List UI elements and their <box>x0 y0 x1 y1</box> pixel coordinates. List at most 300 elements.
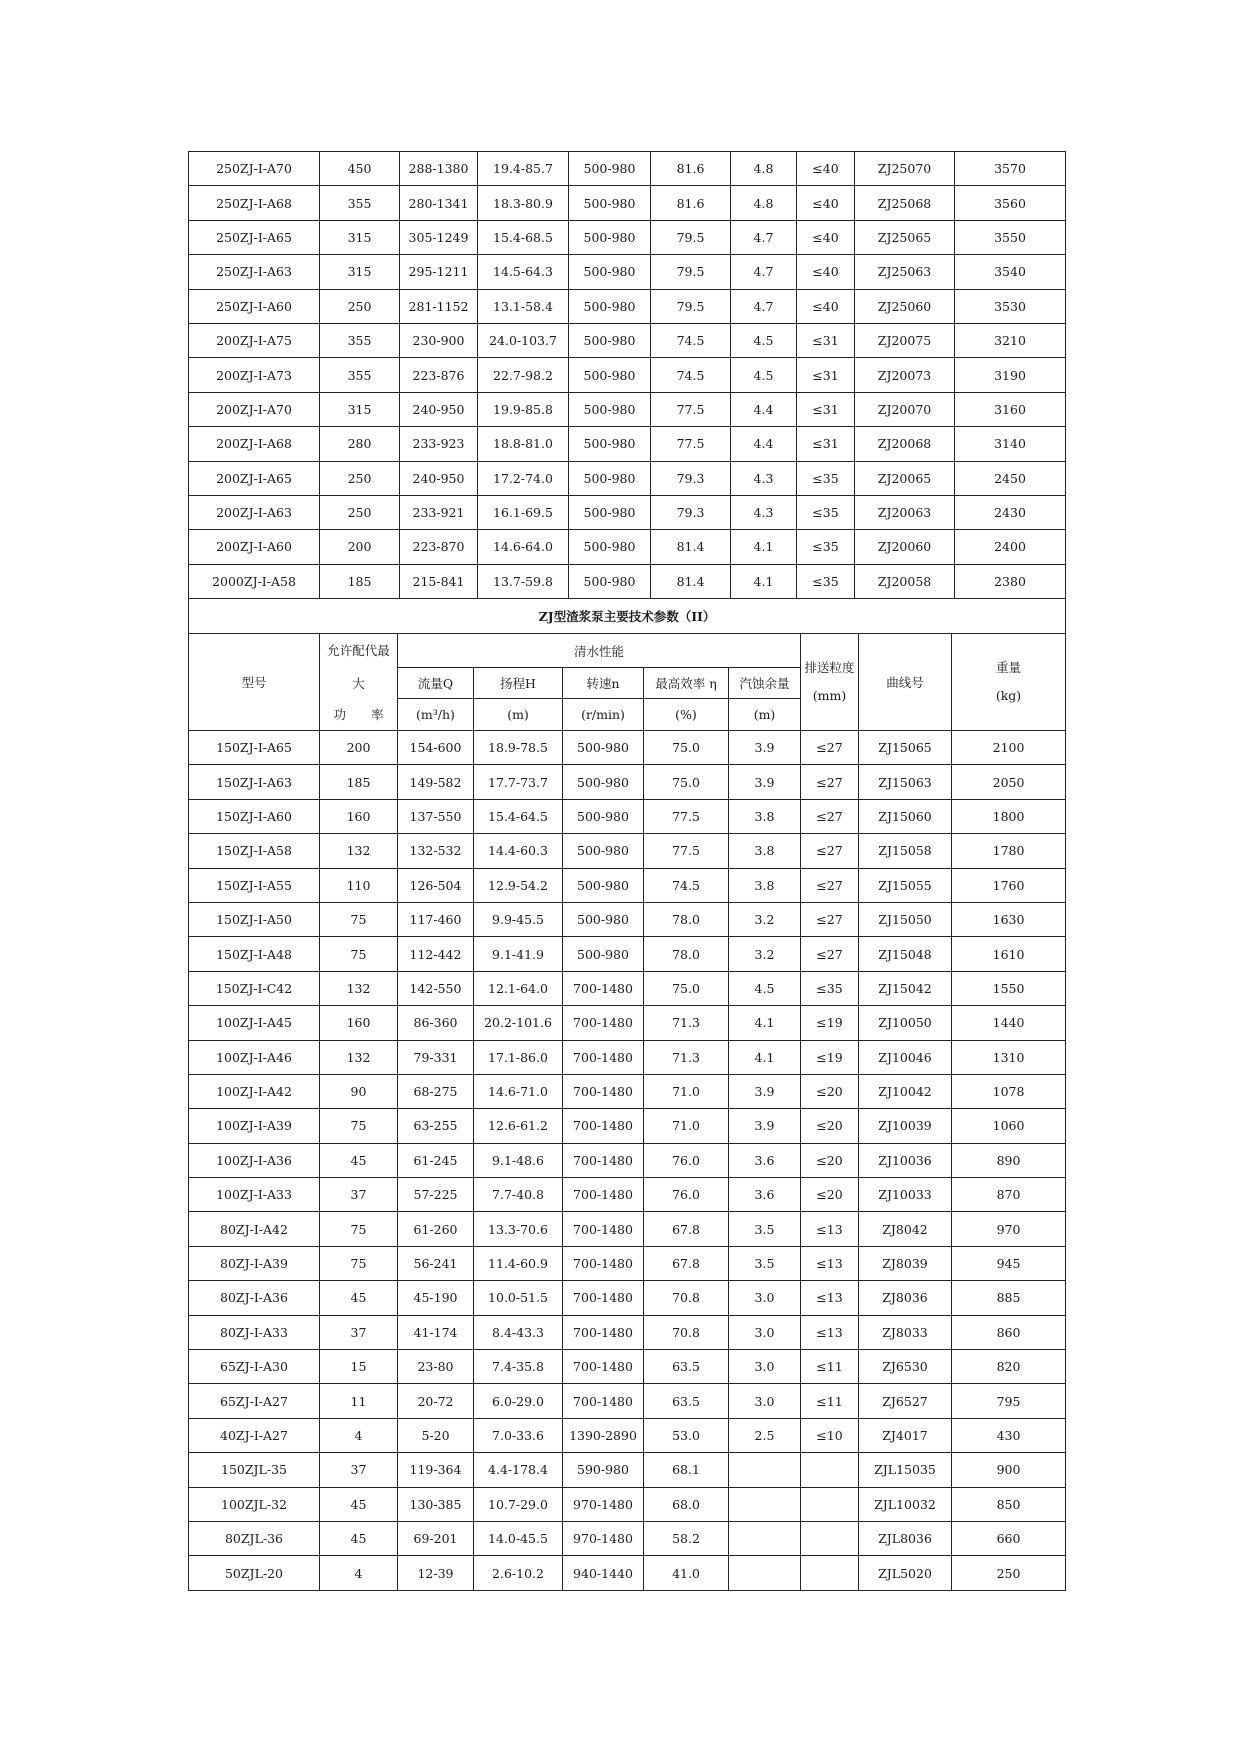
table-cell: ZJ25060 <box>855 289 955 323</box>
table-cell: ZJ25065 <box>855 220 955 254</box>
table-cell: 250 <box>952 1556 1066 1590</box>
table-cell: 20.2-101.6 <box>474 1006 563 1040</box>
table-cell: 41-174 <box>398 1315 474 1349</box>
table-cell: 430 <box>952 1418 1066 1452</box>
table-row <box>189 392 1066 426</box>
table-cell: 12-39 <box>398 1556 474 1590</box>
table-row <box>189 1246 1066 1280</box>
table-cell: 14.5-64.3 <box>478 255 569 289</box>
table-cell: 130-385 <box>398 1487 474 1521</box>
header-npsh-unit: (m) <box>729 699 801 731</box>
table-cell: 223-870 <box>400 530 478 564</box>
table-cell: ZJ15063 <box>859 765 952 799</box>
table-cell: 700-1480 <box>563 1315 644 1349</box>
pump-spec-table-continued <box>188 151 1066 599</box>
table-cell: 3210 <box>955 323 1066 357</box>
table-cell: 500-980 <box>569 220 651 254</box>
table-cell: 500-980 <box>569 186 651 220</box>
table-cell: 23-80 <box>398 1350 474 1384</box>
table-cell: 65ZJ-I-A27 <box>189 1384 320 1418</box>
table-cell: ≤31 <box>797 358 855 392</box>
table-cell: 590-980 <box>563 1453 644 1487</box>
table-caption: ZJ型渣浆泵主要技术参数（II） <box>189 599 1066 634</box>
table-cell: 20-72 <box>398 1384 474 1418</box>
table-cell: 74.5 <box>651 358 731 392</box>
table-cell: ≤40 <box>797 186 855 220</box>
table-cell: 61-260 <box>398 1212 474 1246</box>
table-cell: 3.9 <box>729 1109 801 1143</box>
table-cell: 150ZJ-I-A55 <box>189 868 320 902</box>
table-cell: 500-980 <box>569 427 651 461</box>
table-cell: 2400 <box>955 530 1066 564</box>
table-cell <box>729 1487 801 1521</box>
table-cell: ≤10 <box>801 1418 859 1452</box>
table-cell: 3.0 <box>729 1384 801 1418</box>
table-cell: ≤31 <box>797 323 855 357</box>
table-cell: 3190 <box>955 358 1066 392</box>
table-cell: ZJ20065 <box>855 461 955 495</box>
table-cell: 200ZJ-I-A70 <box>189 392 320 426</box>
header-clear-water: 清水性能 <box>398 634 801 668</box>
table-cell: 110 <box>320 868 398 902</box>
table-cell: 10.7-29.0 <box>474 1487 563 1521</box>
table-cell: 200 <box>320 530 400 564</box>
table-cell: 3.8 <box>729 868 801 902</box>
table-cell: 13.7-59.8 <box>478 564 569 598</box>
table-cell: 68-275 <box>398 1074 474 1108</box>
table-cell: 7.4-35.8 <box>474 1350 563 1384</box>
header-model: 型号 <box>189 634 320 731</box>
table-row <box>189 323 1066 357</box>
table-cell: 150ZJ-I-A50 <box>189 902 320 936</box>
header-flow-unit: (m³/h) <box>398 699 474 731</box>
table-cell: 3.6 <box>729 1143 801 1177</box>
table-cell: 3550 <box>955 220 1066 254</box>
table-cell: 870 <box>952 1178 1066 1212</box>
table-row <box>189 834 1066 868</box>
table-cell: 58.2 <box>644 1521 729 1555</box>
table-cell: 160 <box>320 799 398 833</box>
table-cell: 500-980 <box>569 530 651 564</box>
table-cell: 700-1480 <box>563 1040 644 1074</box>
table-cell: 500-980 <box>563 834 644 868</box>
table-cell <box>801 1521 859 1555</box>
table-cell: 63-255 <box>398 1109 474 1143</box>
table-cell: 700-1480 <box>563 1350 644 1384</box>
table-row <box>189 1521 1066 1555</box>
table-cell: 15.4-68.5 <box>478 220 569 254</box>
table-cell: 75.0 <box>644 765 729 799</box>
table-cell: ≤35 <box>797 495 855 529</box>
table-cell: 77.5 <box>644 834 729 868</box>
table-cell: 150ZJ-I-A63 <box>189 765 320 799</box>
table-cell: 150ZJ-I-A58 <box>189 834 320 868</box>
table-cell: 4.1 <box>729 1006 801 1040</box>
table-cell: 250ZJ-I-A65 <box>189 220 320 254</box>
table-cell: 4 <box>320 1556 398 1590</box>
table-cell: 1060 <box>952 1109 1066 1143</box>
table-cell: ≤27 <box>801 765 859 799</box>
table-cell: 70.8 <box>644 1315 729 1349</box>
table-cell: 45 <box>320 1281 398 1315</box>
table-cell: 700-1480 <box>563 1006 644 1040</box>
table-cell: 3.0 <box>729 1281 801 1315</box>
table-cell: 500-980 <box>569 461 651 495</box>
table-row <box>189 1556 1066 1590</box>
table-cell: 250 <box>320 461 400 495</box>
table-cell: 100ZJL-32 <box>189 1487 320 1521</box>
header-speed-unit: (r/min) <box>563 699 644 731</box>
table-cell: 13.3-70.6 <box>474 1212 563 1246</box>
table-row <box>189 152 1066 186</box>
table-cell: 3.6 <box>729 1178 801 1212</box>
table-row <box>189 765 1066 799</box>
table-cell: 4 <box>320 1418 398 1452</box>
table-cell: ≤40 <box>797 152 855 186</box>
table-cell: 77.5 <box>651 427 731 461</box>
table-cell: 1390-2890 <box>563 1418 644 1452</box>
table-cell: ≤40 <box>797 255 855 289</box>
table-cell: ≤13 <box>801 1315 859 1349</box>
table-cell: 80ZJ-I-A36 <box>189 1281 320 1315</box>
table-cell: 500-980 <box>569 255 651 289</box>
table-cell: 500-980 <box>569 495 651 529</box>
table-cell: ZJ15048 <box>859 937 952 971</box>
table-cell: 9.1-41.9 <box>474 937 563 971</box>
table-cell: 281-1152 <box>400 289 478 323</box>
table-row <box>189 1350 1066 1384</box>
table-cell: 700-1480 <box>563 1246 644 1280</box>
table-cell: 233-921 <box>400 495 478 529</box>
table-cell: 233-923 <box>400 427 478 461</box>
table-cell: 8.4-43.3 <box>474 1315 563 1349</box>
table-cell: ≤40 <box>797 220 855 254</box>
table-cell: 74.5 <box>644 868 729 902</box>
table-cell: 970-1480 <box>563 1487 644 1521</box>
table-cell: 4.3 <box>731 495 797 529</box>
table-cell: 150ZJ-I-A65 <box>189 731 320 765</box>
table-cell: 240-950 <box>400 392 478 426</box>
table-cell: 200ZJ-I-A60 <box>189 530 320 564</box>
table-cell: ZJ25070 <box>855 152 955 186</box>
table-cell: 1078 <box>952 1074 1066 1108</box>
header-curve: 曲线号 <box>859 634 952 731</box>
pump-spec-table-ii <box>188 598 1066 1591</box>
table-cell: 3530 <box>955 289 1066 323</box>
table-cell: ≤40 <box>797 289 855 323</box>
table-cell: 79.3 <box>651 495 731 529</box>
table-cell: ZJ10042 <box>859 1074 952 1108</box>
table-cell: 315 <box>320 392 400 426</box>
table-cell: 17.7-73.7 <box>474 765 563 799</box>
table-cell: 500-980 <box>563 902 644 936</box>
table-cell: 450 <box>320 152 400 186</box>
table-cell: 970 <box>952 1212 1066 1246</box>
table-row <box>189 220 1066 254</box>
table-cell: ≤27 <box>801 937 859 971</box>
table-cell: 3.8 <box>729 799 801 833</box>
table-cell: ZJ20058 <box>855 564 955 598</box>
table-cell: ≤20 <box>801 1109 859 1143</box>
table-cell: 500-980 <box>569 564 651 598</box>
table-cell: ZJL8036 <box>859 1521 952 1555</box>
table-cell: ZJ6527 <box>859 1384 952 1418</box>
table-cell: 12.6-61.2 <box>474 1109 563 1143</box>
table-cell: 860 <box>952 1315 1066 1349</box>
table-cell: 500-980 <box>563 765 644 799</box>
table-cell: 215-841 <box>400 564 478 598</box>
table-cell: 500-980 <box>569 152 651 186</box>
table-cell: ≤27 <box>801 868 859 902</box>
table-cell: 280-1341 <box>400 186 478 220</box>
table-cell: 1780 <box>952 834 1066 868</box>
table-cell: 80ZJL-36 <box>189 1521 320 1555</box>
table-row <box>189 1178 1066 1212</box>
table-cell: 885 <box>952 1281 1066 1315</box>
table-cell: 80ZJ-I-A42 <box>189 1212 320 1246</box>
table-cell: 890 <box>952 1143 1066 1177</box>
table-row <box>189 731 1066 765</box>
header-head: 扬程H <box>474 668 563 699</box>
table-cell: 200ZJ-I-A68 <box>189 427 320 461</box>
table-cell: 1550 <box>952 971 1066 1005</box>
table-cell: 500-980 <box>563 731 644 765</box>
header-head-unit: (m) <box>474 699 563 731</box>
table-row <box>189 1074 1066 1108</box>
table-cell: 69-201 <box>398 1521 474 1555</box>
table-cell: 41.0 <box>644 1556 729 1590</box>
table-cell: 81.6 <box>651 152 731 186</box>
table-cell: 185 <box>320 765 398 799</box>
table-cell: ZJ8033 <box>859 1315 952 1349</box>
table-cell: 71.0 <box>644 1074 729 1108</box>
table-cell: 250ZJ-I-A63 <box>189 255 320 289</box>
table-cell: 2380 <box>955 564 1066 598</box>
table-cell: 3160 <box>955 392 1066 426</box>
table-cell: 4.5 <box>731 358 797 392</box>
table-cell: 700-1480 <box>563 1074 644 1108</box>
table-cell: 4.4 <box>731 392 797 426</box>
table-cell: 100ZJ-I-A33 <box>189 1178 320 1212</box>
table-cell: ZJ20073 <box>855 358 955 392</box>
table-cell: ≤35 <box>801 971 859 1005</box>
table-cell: 5-20 <box>398 1418 474 1452</box>
header-power: 允许配代最 大 功 率 <box>320 634 398 731</box>
table-cell: 185 <box>320 564 400 598</box>
table-cell: ZJ25063 <box>855 255 955 289</box>
table-cell: 18.3-80.9 <box>478 186 569 220</box>
table-cell: 940-1440 <box>563 1556 644 1590</box>
table-cell: 12.9-54.2 <box>474 868 563 902</box>
table-cell: 1310 <box>952 1040 1066 1074</box>
table-row <box>189 1040 1066 1074</box>
table-cell: 132 <box>320 1040 398 1074</box>
table-row <box>189 1143 1066 1177</box>
table-cell: 132-532 <box>398 834 474 868</box>
table-cell: ≤20 <box>801 1143 859 1177</box>
table-row <box>189 530 1066 564</box>
table-cell <box>801 1556 859 1590</box>
table-cell: ≤19 <box>801 1040 859 1074</box>
table-cell: 3.9 <box>729 765 801 799</box>
table-cell: ZJ6530 <box>859 1350 952 1384</box>
table-cell: 1610 <box>952 937 1066 971</box>
table-cell: 18.8-81.0 <box>478 427 569 461</box>
table-cell: ≤31 <box>797 427 855 461</box>
table-cell: 81.4 <box>651 530 731 564</box>
table-cell: ≤19 <box>801 1006 859 1040</box>
table-cell: 7.0-33.6 <box>474 1418 563 1452</box>
table-cell: 500-980 <box>563 799 644 833</box>
table-cell: 9.9-45.5 <box>474 902 563 936</box>
table-row <box>189 461 1066 495</box>
table-cell: ZJ15050 <box>859 902 952 936</box>
table-cell: 2450 <box>955 461 1066 495</box>
table-row <box>189 1384 1066 1418</box>
table-cell: 3.2 <box>729 902 801 936</box>
table-cell: 14.6-64.0 <box>478 530 569 564</box>
table-cell: 40ZJ-I-A27 <box>189 1418 320 1452</box>
table-cell: 75 <box>320 1109 398 1143</box>
table-cell: 4.1 <box>731 564 797 598</box>
table-cell: 37 <box>320 1178 398 1212</box>
table-cell: 45 <box>320 1143 398 1177</box>
table-cell: 74.5 <box>651 323 731 357</box>
table-cell: 3.9 <box>729 1074 801 1108</box>
table-cell: 4.3 <box>731 461 797 495</box>
table-cell: 77.5 <box>644 799 729 833</box>
table-cell: ZJ20063 <box>855 495 955 529</box>
table-cell: 3.0 <box>729 1350 801 1384</box>
table-cell: 78.0 <box>644 937 729 971</box>
table-cell: 100ZJ-I-A46 <box>189 1040 320 1074</box>
table-cell: 6.0-29.0 <box>474 1384 563 1418</box>
table-cell: ≤13 <box>801 1246 859 1280</box>
table-cell: 250ZJ-I-A60 <box>189 289 320 323</box>
table-cell: 63.5 <box>644 1384 729 1418</box>
table-cell: 4.5 <box>729 971 801 1005</box>
table-cell: 900 <box>952 1453 1066 1487</box>
table-cell: 79.5 <box>651 220 731 254</box>
table-cell: 1760 <box>952 868 1066 902</box>
table-cell: 14.6-71.0 <box>474 1074 563 1108</box>
table-cell: 81.6 <box>651 186 731 220</box>
table-cell: 75 <box>320 1212 398 1246</box>
table-cell: ZJ20068 <box>855 427 955 461</box>
table-cell: 75 <box>320 902 398 936</box>
table-cell: ZJ20070 <box>855 392 955 426</box>
table-cell: 700-1480 <box>563 1178 644 1212</box>
table-cell: 1630 <box>952 902 1066 936</box>
table-cell: 355 <box>320 323 400 357</box>
table-cell: 79.5 <box>651 289 731 323</box>
table-cell: 660 <box>952 1521 1066 1555</box>
table-cell: ZJ8039 <box>859 1246 952 1280</box>
table-cell: ≤27 <box>801 834 859 868</box>
table-cell: 90 <box>320 1074 398 1108</box>
table-cell: 200ZJ-I-A75 <box>189 323 320 357</box>
table-cell: 78.0 <box>644 902 729 936</box>
table-cell: 3560 <box>955 186 1066 220</box>
table-row <box>189 358 1066 392</box>
table-cell: 70.8 <box>644 1281 729 1315</box>
table-cell: 71.3 <box>644 1040 729 1074</box>
table-cell: 16.1-69.5 <box>478 495 569 529</box>
table-row <box>189 289 1066 323</box>
table-row <box>189 937 1066 971</box>
table-cell: 132 <box>320 834 398 868</box>
table-cell: 45 <box>320 1487 398 1521</box>
table-cell: ZJ15060 <box>859 799 952 833</box>
table-cell: ≤27 <box>801 799 859 833</box>
table-cell: ≤11 <box>801 1350 859 1384</box>
table-cell: ZJ15042 <box>859 971 952 1005</box>
table-cell: 240-950 <box>400 461 478 495</box>
table-cell: 63.5 <box>644 1350 729 1384</box>
table-cell: 2100 <box>952 731 1066 765</box>
table-cell: 250ZJ-I-A70 <box>189 152 320 186</box>
table-row <box>189 1212 1066 1246</box>
table-cell: 14.4-60.3 <box>474 834 563 868</box>
table-row <box>189 902 1066 936</box>
table-cell: 71.3 <box>644 1006 729 1040</box>
table-cell: 200 <box>320 731 398 765</box>
table-cell: 3.9 <box>729 731 801 765</box>
table-cell: ZJ20075 <box>855 323 955 357</box>
table-row <box>189 1453 1066 1487</box>
table-cell: 10.0-51.5 <box>474 1281 563 1315</box>
table-cell: 1440 <box>952 1006 1066 1040</box>
header-efficiency-unit: (%) <box>644 699 729 731</box>
table-cell: 295-1211 <box>400 255 478 289</box>
table-cell: 4.8 <box>731 152 797 186</box>
table-cell: 500-980 <box>569 392 651 426</box>
table-cell <box>801 1453 859 1487</box>
table-cell: 250 <box>320 495 400 529</box>
table-cell: ZJL10032 <box>859 1487 952 1521</box>
table-cell: 80ZJ-I-A39 <box>189 1246 320 1280</box>
table-row <box>189 255 1066 289</box>
table-cell: 500-980 <box>563 937 644 971</box>
table-cell: ≤27 <box>801 731 859 765</box>
table-cell: ZJ15055 <box>859 868 952 902</box>
table-cell: 230-900 <box>400 323 478 357</box>
table-cell: 100ZJ-I-A39 <box>189 1109 320 1143</box>
table-cell: 13.1-58.4 <box>478 289 569 323</box>
table-cell: 79-331 <box>398 1040 474 1074</box>
table-cell: 45 <box>320 1521 398 1555</box>
table-cell: 112-442 <box>398 937 474 971</box>
table-row <box>189 1315 1066 1349</box>
table-cell: 4.4-178.4 <box>474 1453 563 1487</box>
table-cell: 11.4-60.9 <box>474 1246 563 1280</box>
table-cell: 37 <box>320 1453 398 1487</box>
table-row <box>189 868 1066 902</box>
table-cell: 75.0 <box>644 971 729 1005</box>
table-cell: 19.9-85.8 <box>478 392 569 426</box>
table-cell: 250 <box>320 289 400 323</box>
table-cell: 75 <box>320 937 398 971</box>
table-cell: 2.6-10.2 <box>474 1556 563 1590</box>
table-row <box>189 495 1066 529</box>
table-row <box>189 1281 1066 1315</box>
table-cell: 305-1249 <box>400 220 478 254</box>
table-cell: 150ZJ-I-A48 <box>189 937 320 971</box>
table-cell: 68.0 <box>644 1487 729 1521</box>
table-cell: 53.0 <box>644 1418 729 1452</box>
table-cell: 100ZJ-I-A42 <box>189 1074 320 1108</box>
table-cell: 77.5 <box>651 392 731 426</box>
